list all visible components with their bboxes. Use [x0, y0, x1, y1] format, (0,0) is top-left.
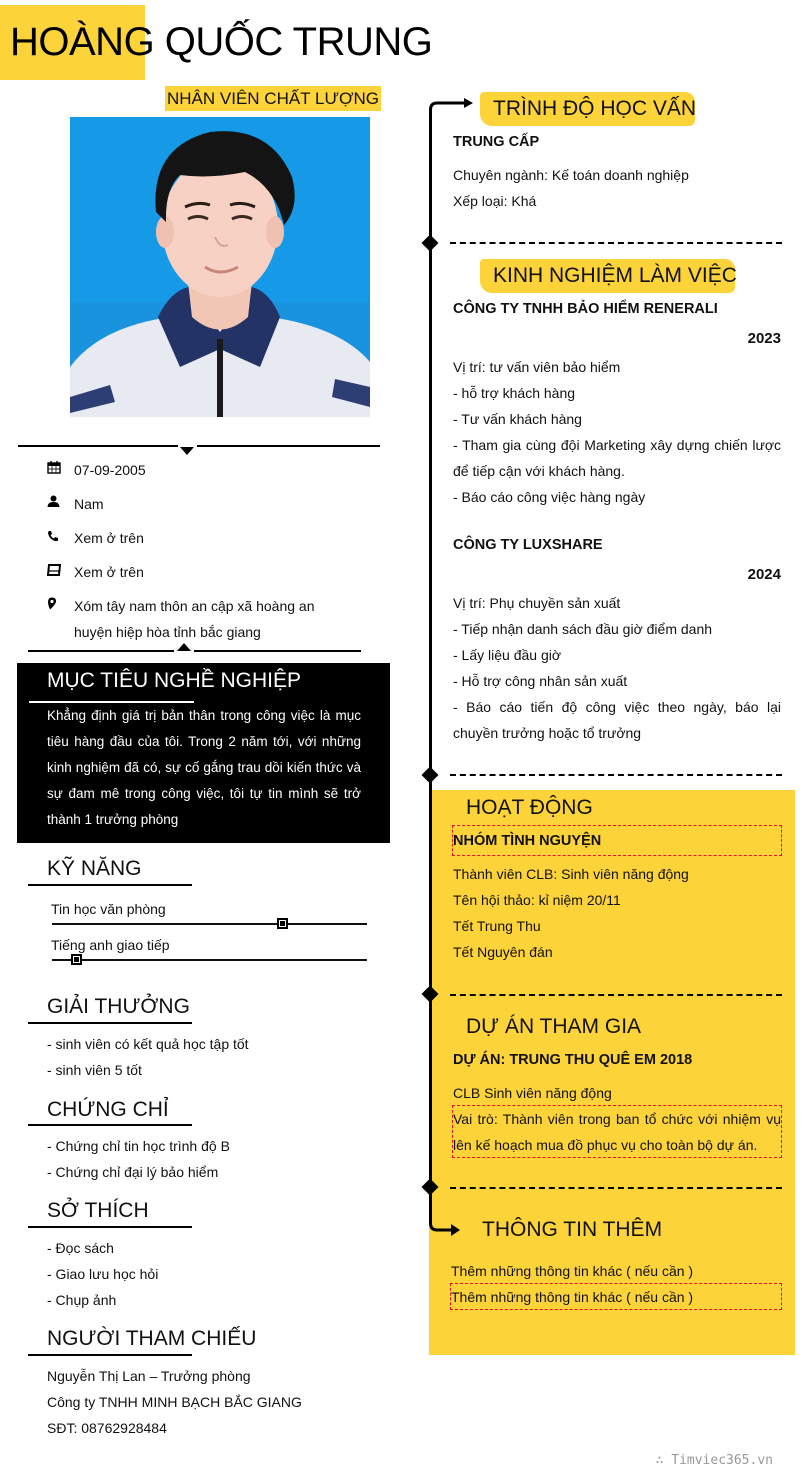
info-divider-top-right	[197, 445, 380, 447]
location-icon	[47, 593, 74, 645]
timeline-node-icon	[422, 235, 439, 252]
job-duty: - Lấy liệu đầu giờ	[453, 647, 562, 663]
reference-item: Nguyễn Thị Lan – Trưởng phòng	[47, 1368, 251, 1384]
profile-photo[interactable]	[70, 117, 370, 417]
reference-item: SĐT: 08762928484	[47, 1420, 167, 1436]
job-year: 2023	[747, 330, 781, 347]
skills-underline	[28, 884, 192, 886]
certificates-title: CHỨNG CHỈ	[47, 1098, 169, 1121]
section-divider-dashed	[450, 774, 782, 776]
skill-slider-knob[interactable]	[71, 954, 82, 965]
hobbies-underline	[28, 1226, 192, 1228]
activities-group: NHÓM TÌNH NGUYỆN	[453, 833, 602, 849]
portrait-illustration	[70, 117, 370, 417]
education-grade: Xếp loại: Khá	[453, 193, 537, 209]
user-icon	[47, 491, 74, 517]
calendar-icon	[47, 457, 74, 483]
award-item: - sinh viên có kết quả học tập tốt	[47, 1036, 249, 1052]
info-divider-bottom-left	[28, 650, 174, 652]
info-divider-top-left	[18, 445, 178, 447]
section-divider-dashed	[450, 1187, 782, 1189]
email-text: Xem ở trên	[74, 564, 144, 580]
project-org: CLB Sinh viên năng động	[453, 1085, 612, 1101]
email-icon	[47, 559, 74, 585]
info-gender	[47, 491, 334, 517]
job-duty: - Tư vấn khách hàng	[453, 411, 582, 427]
activity-item: Tết Nguyên đán	[453, 944, 553, 960]
info-email	[47, 559, 334, 585]
job-duty: - Tiếp nhận danh sách đầu giờ điểm danh	[453, 621, 713, 637]
job-title: NHÂN VIÊN CHẤT LƯỢNG	[165, 86, 381, 111]
info-birthdate	[47, 457, 334, 483]
activity-item: Tết Trung Thu	[453, 918, 541, 934]
extra-info-title: THÔNG TIN THÊM	[482, 1218, 663, 1241]
job-duty: - Báo cáo công việc hàng ngày	[453, 489, 646, 505]
activities-title: HOẠT ĐỘNG	[466, 796, 593, 819]
job-duty: - Báo cáo tiến độ công việc theo ngày, báo lại chuyền trưởng hoặc tổ trưởng	[453, 699, 781, 741]
experience-title: KINH NGHIỆM LÀM VIỆC	[493, 264, 737, 287]
skill-slider-track[interactable]	[52, 923, 367, 925]
certificate-item: - Chứng chỉ đại lý bảo hiểm	[47, 1164, 219, 1180]
project-role: Vai trò: Thành viên trong ban tổ chức với nhiệm vụ lên kế hoạch mua đồ phục vụ cho toàn bộ dự án.	[453, 1111, 781, 1153]
references-title: NGƯỜI THAM CHIẾU	[47, 1327, 257, 1350]
references-underline	[28, 1354, 192, 1356]
job-company: CÔNG TY TNHH BẢO HIỂM RENERALI	[453, 301, 718, 317]
career-objective-text[interactable]: Khẳng định giá trị bản thân trong công việc là mục tiêu hàng đầu của tôi. Trong 2 năm tới, với những kinh nghiệm đã có, sự cố gắng trau dồi kiến thức và sự đam mê trong công việc, tôi tự tin mình sẽ trở thành 1 trưởng phòng	[47, 708, 361, 827]
candidate-name: HOÀNG QUỐC TRUNG	[10, 20, 433, 64]
triangle-up-icon	[177, 643, 191, 651]
hobby-item: - Chụp ảnh	[47, 1292, 117, 1308]
arrow-right-icon	[426, 98, 476, 118]
triangle-down-icon	[180, 447, 194, 455]
career-objective-section	[17, 663, 390, 843]
job-duty: - Tham gia cùng đội Marketing xây dựng chiến lược để tiếp cận với khách hàng.	[453, 437, 781, 479]
job-duty: - hỗ trợ khách hàng	[453, 385, 576, 401]
info-phone	[47, 525, 334, 551]
certificate-item: - Chứng chỉ tin học trình độ B	[47, 1138, 230, 1154]
career-objective-title: MỤC TIÊU NGHỀ NGHIỆP	[47, 669, 301, 692]
birthdate-text: 07-09-2005	[74, 462, 146, 478]
hobby-item: - Giao lưu học hỏi	[47, 1266, 159, 1282]
skills-title: KỸ NĂNG	[47, 857, 142, 880]
arrow-right-icon	[426, 1195, 466, 1245]
education-title: TRÌNH ĐỘ HỌC VẤN	[493, 97, 697, 120]
gender-text: Nam	[74, 496, 104, 512]
reference-item: Công ty TNHH MINH BẠCH BẮC GIANG	[47, 1394, 302, 1410]
awards-title: GIẢI THƯỞNG	[47, 995, 190, 1018]
project-name: DỰ ÁN: TRUNG THU QUÊ EM 2018	[453, 1052, 693, 1068]
skill-slider-track[interactable]	[52, 959, 367, 961]
skill-label: Tin học văn phòng	[51, 901, 166, 917]
certificates-underline	[28, 1124, 192, 1126]
skill-slider-knob[interactable]	[277, 918, 288, 929]
extra-info-item: Thêm những thông tin khác ( nếu cần )	[451, 1263, 694, 1279]
job-position: Vị trí: Phụ chuyền sản xuất	[453, 595, 621, 611]
watermark: ∴ Timviec365.vn	[655, 1453, 773, 1468]
section-divider-dashed	[450, 994, 782, 996]
projects-title: DỰ ÁN THAM GIA	[466, 1015, 642, 1038]
section-divider-dashed	[450, 242, 782, 244]
activity-item: Tên hội thảo: kỉ niệm 20/11	[453, 892, 621, 908]
skill-label: Tiếng anh giao tiếp	[51, 937, 170, 953]
activity-item: Thành viên CLB: Sinh viên năng động	[453, 866, 689, 882]
hobbies-title: SỞ THÍCH	[47, 1199, 149, 1222]
awards-underline	[28, 1022, 192, 1024]
info-divider-bottom-right	[194, 650, 361, 652]
info-address	[47, 593, 334, 645]
hobby-item: - Đọc sách	[47, 1240, 114, 1256]
job-position: Vị trí: tư vấn viên bảo hiểm	[453, 359, 621, 375]
education-major: Chuyên ngành: Kế toán doanh nghiệp	[453, 167, 689, 183]
phone-text: Xem ở trên	[74, 530, 144, 546]
extra-info-item: Thêm những thông tin khác ( nếu cần )	[451, 1289, 694, 1305]
education-level: TRUNG CẤP	[453, 134, 540, 150]
job-company: CÔNG TY LUXSHARE	[453, 537, 603, 553]
address-text: Xóm tây nam thôn an cập xã hoàng an huyện hiệp hòa tỉnh bắc giang	[74, 598, 315, 640]
award-item: - sinh viên 5 tốt	[47, 1062, 142, 1078]
phone-icon	[47, 525, 74, 551]
job-duty: - Hỗ trợ công nhân sản xuất	[453, 673, 628, 689]
timeline-line	[429, 116, 432, 1200]
timeline-node-icon	[422, 767, 439, 784]
job-year: 2024	[747, 566, 781, 583]
